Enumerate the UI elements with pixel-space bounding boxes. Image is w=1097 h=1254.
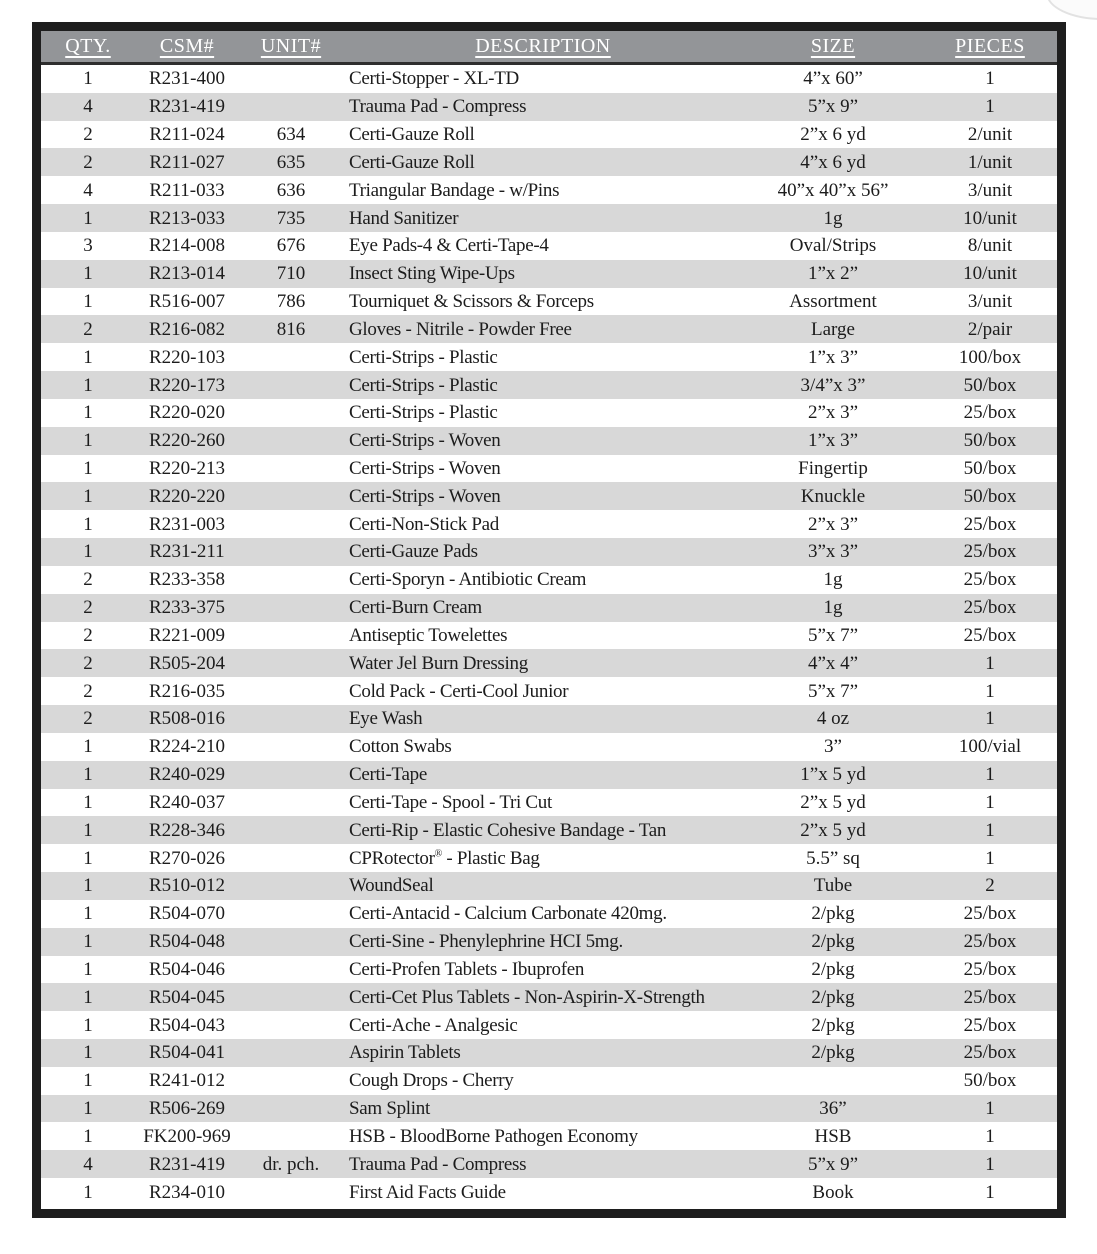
cell-desc: Trauma Pad - Compress: [349, 1153, 527, 1175]
cell-qty: 1: [83, 207, 93, 229]
cell-pieces: 10/unit: [963, 263, 1017, 285]
cell-unit: 635: [276, 151, 306, 173]
cell-size: 1g: [823, 569, 843, 591]
cell-qty: 2: [83, 708, 93, 730]
cell-desc: Certi-Gauze Roll: [349, 151, 475, 173]
table-row: [41, 232, 1057, 260]
cell-desc: Certi-Rip - Elastic Cohesive Bandage - Tan: [349, 819, 667, 841]
cell-desc: Sam Splint: [349, 1098, 430, 1120]
cell-unit: 676: [276, 235, 306, 257]
column-header-csm: CSM#: [159, 35, 215, 57]
cell-qty: 2: [83, 597, 93, 619]
cell-csm: R504-045: [149, 986, 225, 1008]
cell-pieces: 1: [985, 680, 995, 702]
cell-qty: 1: [83, 346, 93, 368]
table-row: [41, 315, 1057, 343]
cell-qty: 1: [83, 931, 93, 953]
cell-pieces: 1: [985, 68, 995, 90]
cell-size: Fingertip: [798, 458, 868, 479]
cell-pieces: 8/unit: [967, 235, 1013, 257]
cell-qty: 2: [83, 569, 93, 591]
cell-csm: R270-026: [149, 847, 225, 869]
cell-size: Assortment: [789, 291, 877, 313]
cell-desc: WoundSeal: [349, 875, 434, 897]
cell-qty: 4: [83, 96, 93, 118]
table-row: [41, 677, 1057, 705]
cell-qty: 1: [83, 1014, 93, 1036]
table-row: [41, 622, 1057, 650]
cell-qty: 1: [83, 875, 93, 897]
cell-size: 2”x 5 yd: [800, 819, 866, 841]
cell-csm: R216-035: [149, 680, 225, 702]
cell-qty: 4: [83, 1153, 93, 1175]
cell-desc: Cough Drops - Cherry: [349, 1070, 514, 1092]
cell-qty: 1: [83, 958, 93, 980]
cell-csm: R231-419: [149, 1153, 225, 1175]
cell-qty: 1: [83, 819, 93, 841]
cell-desc: Certi-Tape - Spool - Tri Cut: [349, 791, 552, 813]
cell-pieces: 1: [985, 1181, 995, 1203]
cell-pieces: 1: [985, 847, 995, 869]
cell-size: 5.5” sq: [806, 847, 860, 869]
cell-qty: 1: [83, 458, 93, 479]
cell-qty: 1: [83, 736, 93, 758]
cell-csm: R216-082: [149, 318, 225, 340]
cell-pieces: 25/box: [963, 541, 1017, 563]
cell-qty: 1: [83, 430, 93, 452]
table-row: [41, 789, 1057, 817]
cell-pieces: 25/box: [963, 1042, 1017, 1064]
cell-pieces: 2/pair: [967, 318, 1013, 340]
cell-size: 3”: [824, 736, 842, 758]
cell-qty: 1: [83, 513, 93, 535]
column-header-description: DESCRIPTION: [475, 35, 611, 57]
cell-desc: Tourniquet & Scissors & Forceps: [349, 291, 594, 313]
cell-pieces: 1: [985, 1125, 995, 1147]
cell-csm: R504-046: [149, 958, 225, 980]
cell-qty: 1: [83, 263, 93, 285]
cell-size: Large: [811, 318, 855, 340]
cell-desc: Certi-Strips - Woven: [349, 485, 501, 507]
cell-size: 2/pkg: [811, 1042, 855, 1064]
cell-size: 3”x 3”: [807, 541, 859, 563]
table-row: [41, 566, 1057, 594]
cell-size: 5”x 7”: [807, 624, 859, 646]
cell-pieces: 25/box: [963, 597, 1017, 619]
cell-pieces: 25/box: [963, 624, 1017, 646]
table-row: [41, 148, 1057, 176]
cell-qty: 2: [83, 624, 93, 646]
cell-desc: Certi-Profen Tablets - Ibuprofen: [349, 958, 585, 980]
table-row: [41, 956, 1057, 984]
table-row: [41, 93, 1057, 121]
cell-size: 2/pkg: [811, 986, 855, 1008]
cell-pieces: 25/box: [963, 903, 1017, 925]
cell-csm: R220-213: [149, 458, 225, 479]
table-header-row: [41, 31, 1057, 65]
cell-desc: Trauma Pad - Compress: [349, 96, 527, 118]
cell-size: 2/pkg: [811, 903, 855, 925]
table-row: [41, 594, 1057, 622]
cell-size: 2”x 3”: [807, 513, 859, 535]
cell-unit: 735: [276, 207, 306, 229]
cell-size: 4”x 6 yd: [800, 151, 866, 173]
cell-qty: 2: [83, 652, 93, 674]
cell-pieces: 2/unit: [967, 124, 1013, 146]
cell-pieces: 3/unit: [967, 179, 1013, 201]
cell-size: 4 oz: [816, 708, 850, 730]
table-row: [41, 288, 1057, 316]
column-header-qty: QTY.: [65, 35, 111, 57]
cell-desc: Certi-Burn Cream: [349, 597, 482, 619]
table-row: [41, 455, 1057, 483]
cell-desc: Certi-Strips - Plastic: [349, 374, 498, 396]
cell-csm: R508-016: [149, 708, 225, 730]
cell-csm: R234-010: [149, 1181, 225, 1203]
cell-pieces: 1/unit: [967, 151, 1013, 173]
cell-csm: R240-037: [149, 791, 225, 813]
cell-size: 2/pkg: [811, 1014, 855, 1036]
first-aid-contents-table: [32, 22, 1066, 1218]
cell-csm: R211-024: [149, 124, 225, 146]
cell-qty: 1: [83, 1098, 93, 1120]
table-row: [41, 872, 1057, 900]
cell-desc: Certi-Strips - Woven: [349, 458, 501, 479]
table-row: [41, 649, 1057, 677]
cell-qty: 2: [83, 318, 93, 340]
table-row: [41, 538, 1057, 566]
table-row: [41, 371, 1057, 399]
table-row: [41, 121, 1057, 149]
cell-csm: R504-041: [149, 1042, 225, 1064]
cell-csm: R233-358: [149, 569, 225, 591]
cell-qty: 1: [83, 791, 93, 813]
cell-size: 2/pkg: [811, 931, 855, 953]
cell-qty: 1: [83, 402, 93, 424]
cell-size: 4”x 60”: [803, 68, 863, 90]
cell-size: 5”x 9”: [807, 96, 859, 118]
cell-unit: 636: [276, 179, 306, 201]
cell-desc: Certi-Sine - Phenylephrine HCI 5mg.: [349, 931, 623, 953]
cell-unit: 786: [276, 291, 306, 313]
cell-size: 4”x 4”: [807, 652, 859, 674]
cell-desc: Cold Pack - Certi-Cool Junior: [349, 680, 569, 702]
cell-desc: Cotton Swabs: [349, 736, 452, 758]
cell-size: Knuckle: [800, 485, 866, 507]
table-row: [41, 1039, 1057, 1067]
table-row: [41, 399, 1057, 427]
cell-qty: 1: [83, 485, 93, 507]
cell-unit: 710: [276, 263, 306, 285]
cell-csm: R231-003: [149, 513, 225, 535]
cell-size: 40”x 40”x 56”: [777, 179, 889, 201]
cell-desc: Certi-Non-Stick Pad: [349, 513, 499, 535]
cell-size: 5”x 9”: [807, 1153, 859, 1175]
cell-pieces: 3/unit: [967, 291, 1013, 313]
table-row: [41, 1067, 1057, 1095]
cell-desc: HSB - BloodBorne Pathogen Economy: [349, 1125, 638, 1147]
cell-qty: 1: [83, 68, 93, 90]
cell-size: 1g: [823, 207, 843, 229]
table-row: [41, 1178, 1057, 1206]
cell-csm: R504-043: [149, 1014, 225, 1036]
cell-csm: R504-048: [149, 931, 225, 953]
table-row: [41, 204, 1057, 232]
cell-qty: 2: [83, 680, 93, 702]
cell-qty: 2: [83, 151, 93, 173]
cell-pieces: 50/box: [963, 1070, 1017, 1092]
cell-qty: 2: [83, 124, 93, 146]
cell-size: 1g: [823, 597, 843, 619]
table-row: [41, 1150, 1057, 1178]
table-row: [41, 761, 1057, 789]
cell-size: 2/pkg: [811, 958, 855, 980]
table-row: [41, 733, 1057, 761]
cell-pieces: 25/box: [963, 1014, 1017, 1036]
cell-csm: R233-375: [149, 597, 225, 619]
cell-csm: R231-400: [149, 68, 225, 90]
cell-size: 1”x 5 yd: [800, 764, 866, 786]
cell-unit: dr. pch.: [262, 1153, 320, 1175]
table-row: [41, 176, 1057, 204]
cell-csm: R211-027: [149, 151, 225, 173]
cell-qty: 1: [83, 986, 93, 1008]
cell-size: HSB: [814, 1125, 852, 1147]
cell-qty: 1: [83, 541, 93, 563]
table-row: [41, 900, 1057, 928]
cell-desc: Certi-Gauze Pads: [349, 541, 478, 563]
table-row: [41, 928, 1057, 956]
cell-desc: Certi-Sporyn - Antibiotic Cream: [349, 569, 587, 591]
table-row: [41, 983, 1057, 1011]
cell-pieces: 50/box: [963, 374, 1017, 396]
cell-desc: Triangular Bandage - w/Pins: [349, 179, 560, 201]
cell-csm: R213-033: [149, 207, 225, 229]
cell-size: 2”x 5 yd: [800, 791, 866, 813]
column-header-unit: UNIT#: [260, 35, 322, 57]
cell-csm: R221-009: [149, 624, 225, 646]
table-row: [41, 816, 1057, 844]
cell-desc: Certi-Tape: [349, 764, 427, 786]
table-row: [41, 260, 1057, 288]
cell-size: 5”x 7”: [807, 680, 859, 702]
cell-desc: Certi-Cet Plus Tablets - Non-Aspirin-X-Strength: [349, 986, 705, 1008]
cell-size: 2”x 3”: [807, 402, 859, 424]
cell-pieces: 1: [985, 1098, 995, 1120]
cell-qty: 1: [83, 1042, 93, 1064]
cell-csm: FK200-969: [143, 1125, 231, 1147]
cell-pieces: 2: [985, 875, 995, 897]
cell-csm: R224-210: [149, 736, 225, 758]
cell-qty: 1: [83, 1070, 93, 1092]
cell-pieces: 1: [985, 708, 995, 730]
cell-csm: R214-008: [149, 235, 225, 257]
cell-csm: R220-220: [149, 485, 225, 507]
cell-desc: First Aid Facts Guide: [349, 1181, 506, 1203]
cell-csm: R228-346: [149, 819, 225, 841]
cell-size: 36”: [819, 1098, 847, 1120]
cell-qty: 1: [83, 847, 93, 869]
cell-csm: R240-029: [149, 764, 225, 786]
cell-pieces: 25/box: [963, 958, 1017, 980]
cell-desc: Certi-Strips - Woven: [349, 430, 501, 452]
table-row: [41, 482, 1057, 510]
cell-csm: R510-012: [149, 875, 225, 897]
table-row: [41, 844, 1057, 872]
cell-qty: 1: [83, 1181, 93, 1203]
cell-pieces: 100/vial: [958, 736, 1022, 758]
cell-csm: R231-211: [149, 541, 225, 563]
cell-desc: Water Jel Burn Dressing: [349, 652, 528, 674]
cell-pieces: 25/box: [963, 402, 1017, 424]
cell-pieces: 1: [985, 96, 995, 118]
cell-pieces: 25/box: [963, 569, 1017, 591]
cell-desc: Gloves - Nitrile - Powder Free: [349, 318, 572, 340]
cell-csm: R231-419: [149, 96, 225, 118]
cell-unit: 816: [276, 318, 306, 340]
cell-size: 1”x 3”: [807, 430, 859, 452]
column-header-size: SIZE: [810, 35, 856, 57]
table-row: [41, 343, 1057, 371]
cell-csm: R220-173: [149, 374, 225, 396]
cell-pieces: 1: [985, 652, 995, 674]
table-row: [41, 427, 1057, 455]
cell-desc: Eye Pads-4 & Certi-Tape-4: [349, 235, 549, 257]
cell-desc: Certi-Strips - Plastic: [349, 402, 498, 424]
cell-qty: 1: [83, 291, 93, 313]
cell-desc: Antiseptic Towelettes: [349, 624, 508, 646]
table-body: [41, 65, 1057, 1206]
table-row: [41, 65, 1057, 93]
cell-desc: Aspirin Tablets: [349, 1042, 461, 1064]
cell-desc: Insect Sting Wipe-Ups: [349, 263, 515, 285]
cell-pieces: 1: [985, 764, 995, 786]
cell-csm: R504-070: [149, 903, 225, 925]
table-row: [41, 705, 1057, 733]
decorative-arc: [1046, 0, 1097, 20]
cell-desc: Certi-Strips - Plastic: [349, 346, 498, 368]
cell-csm: R516-007: [149, 291, 225, 313]
cell-desc: Eye Wash: [349, 708, 423, 730]
cell-csm: R505-204: [149, 652, 225, 674]
cell-qty: 1: [83, 374, 93, 396]
cell-size: Oval/Strips: [789, 235, 877, 257]
cell-qty: 1: [83, 903, 93, 925]
cell-pieces: 1: [985, 819, 995, 841]
cell-size: 3/4”x 3”: [800, 374, 866, 396]
table-row: [41, 1095, 1057, 1123]
cell-pieces: 50/box: [963, 430, 1017, 452]
cell-csm: R220-020: [149, 402, 225, 424]
column-header-pieces: PIECES: [955, 35, 1025, 57]
cell-size: Tube: [813, 875, 853, 897]
cell-pieces: 25/box: [963, 931, 1017, 953]
cell-desc: CPRotector® - Plastic Bag: [349, 847, 540, 869]
cell-csm: R213-014: [149, 263, 225, 285]
cell-size: 1”x 2”: [807, 263, 859, 285]
cell-csm: R220-103: [149, 346, 225, 368]
cell-qty: 1: [83, 1125, 93, 1147]
cell-qty: 1: [83, 764, 93, 786]
cell-csm: R220-260: [149, 430, 225, 452]
cell-csm: R211-033: [149, 179, 225, 201]
cell-pieces: 25/box: [963, 513, 1017, 535]
cell-desc: Certi-Ache - Analgesic: [349, 1014, 518, 1036]
cell-desc: Certi-Gauze Roll: [349, 124, 475, 146]
cell-qty: 3: [83, 235, 93, 257]
table-row: [41, 1011, 1057, 1039]
cell-desc: Certi-Antacid - Calcium Carbonate 420mg.: [349, 903, 667, 925]
cell-pieces: 1: [985, 1153, 995, 1175]
table-row: [41, 1122, 1057, 1150]
cell-desc: Hand Sanitizer: [349, 207, 459, 229]
cell-pieces: 25/box: [963, 986, 1017, 1008]
cell-pieces: 50/box: [963, 485, 1017, 507]
cell-pieces: 100/box: [958, 346, 1022, 368]
cell-csm: R241-012: [149, 1070, 225, 1092]
table-row: [41, 510, 1057, 538]
cell-csm: R506-269: [149, 1098, 225, 1120]
cell-unit: 634: [276, 124, 306, 146]
cell-size: Book: [812, 1181, 854, 1203]
cell-pieces: 50/box: [963, 458, 1017, 479]
cell-size: 1”x 3”: [807, 346, 859, 368]
cell-desc: Certi-Stopper - XL-TD: [349, 68, 519, 90]
cell-qty: 4: [83, 179, 93, 201]
cell-pieces: 10/unit: [963, 207, 1017, 229]
cell-pieces: 1: [985, 791, 995, 813]
cell-size: 2”x 6 yd: [800, 124, 866, 146]
